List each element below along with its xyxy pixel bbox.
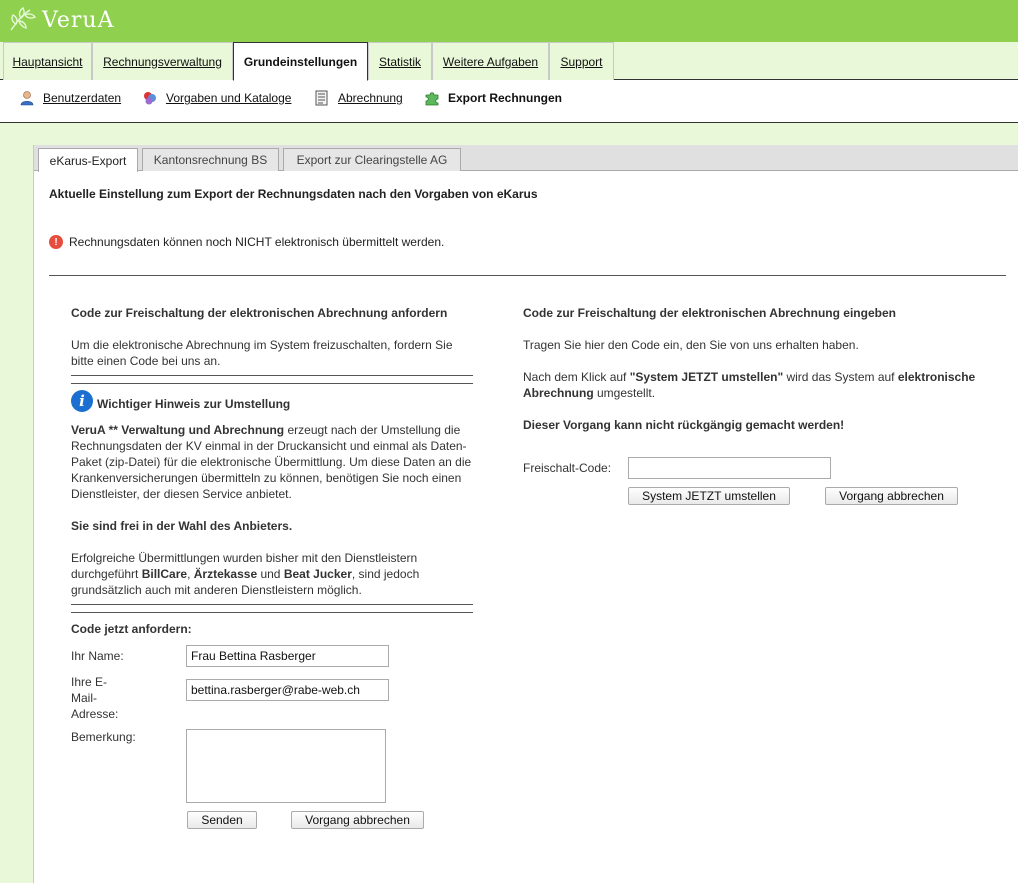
- tab-support[interactable]: [549, 42, 614, 80]
- content-panel: [33, 145, 1018, 883]
- request-code-section: [71, 305, 473, 829]
- enter-code-section: [523, 305, 983, 505]
- double-divider: [71, 604, 473, 613]
- tab-ekarus-export[interactable]: [38, 148, 138, 172]
- subnav-label[interactable]: Abrechnung: [338, 91, 403, 105]
- providers-separator: und: [257, 567, 284, 581]
- sub-nav: [0, 80, 1018, 123]
- switch-system-button[interactable]: System JETZT umstellen: [628, 487, 790, 505]
- main-nav: [0, 42, 1018, 80]
- tab-rechnungsverwaltung[interactable]: [92, 42, 233, 80]
- request-intro: Um die elektronische Abrechnung im System freizuschalten, fordern Sie bitte einen Code bei uns an.: [71, 338, 453, 368]
- switch-explanation: [523, 369, 983, 401]
- tab-label[interactable]: Hauptansicht: [12, 54, 83, 69]
- name-input[interactable]: [186, 645, 389, 667]
- tab-label: Export zur Clearingstelle AG: [296, 153, 448, 167]
- puzzle-icon: [424, 90, 440, 106]
- catalog-icon: [142, 90, 158, 106]
- brand-bar: [0, 0, 1018, 42]
- tab-weitere-aufgaben[interactable]: [432, 42, 549, 80]
- section-title: Code zur Freischaltung der elektronischen Abrechnung eingeben: [523, 306, 896, 320]
- page-title: Aktuelle Einstellung zum Export der Rechnungsdaten nach den Vorgaben von eKarus: [49, 187, 538, 201]
- tab-label[interactable]: Statistik: [378, 54, 421, 69]
- tab-label: eKarus-Export: [49, 153, 127, 168]
- remark-label: Bemerkung:: [71, 730, 136, 744]
- notice-text: [71, 422, 473, 502]
- app-logo[interactable]: [8, 6, 114, 34]
- warning-icon: !: [49, 235, 63, 249]
- tab-hauptansicht[interactable]: [3, 42, 92, 80]
- cancel-request-button[interactable]: Vorgang abbrechen: [291, 811, 424, 829]
- warning-text: Rechnungsdaten können noch NICHT elektronisch übermittelt werden.: [69, 235, 445, 249]
- providers-outro: , sind jedoch grundsätzlich auch mit anderen Dienstleistern möglich.: [71, 567, 420, 597]
- tab-label: Grundeinstellungen: [243, 54, 358, 69]
- providers-text: [71, 550, 473, 598]
- request-form-title: Code jetzt anfordern:: [71, 622, 192, 636]
- section-title: Code zur Freischaltung der elektronischen Abrechnung anfordern: [71, 306, 448, 320]
- subnav-label: Export Rechnungen: [448, 91, 563, 105]
- request-buttons: [187, 811, 473, 829]
- tab-kantonsrechnung-bs[interactable]: [142, 148, 279, 171]
- tab-label[interactable]: Support: [560, 54, 603, 69]
- providers-intro: Erfolgreiche Übermittlungen wurden bisher mit den Dienstleistern durchgeführt: [71, 551, 418, 581]
- enter-intro: Tragen Sie hier den Code ein, den Sie von uns erhalten haben.: [523, 338, 859, 352]
- provider-billcare: BillCare: [141, 567, 188, 581]
- tab-statistik[interactable]: [368, 42, 432, 80]
- panel-tabstrip: [34, 145, 1018, 171]
- divider: [49, 275, 1006, 276]
- cancel-switch-button[interactable]: Vorgang abbrechen: [825, 487, 958, 505]
- explanation-part: Nach dem Klick auf: [523, 370, 630, 384]
- code-row: [523, 457, 983, 479]
- user-icon: [19, 90, 35, 106]
- explanation-button-name: "System JETZT umstellen": [629, 370, 784, 384]
- subnav-export-rechnungen[interactable]: [424, 90, 562, 106]
- document-icon: [314, 90, 330, 106]
- explanation-part: umgestellt.: [593, 386, 656, 400]
- info-icon: i: [71, 390, 93, 412]
- explanation-part: wird das System auf: [783, 370, 898, 384]
- notice-title: Wichtiger Hinweis zur Umstellung: [97, 397, 291, 411]
- notice-brand: VeruA ** Verwaltung und Abrechnung: [71, 423, 285, 437]
- email-row: [71, 674, 473, 722]
- subnav-label[interactable]: Vorgaben und Kataloge: [166, 91, 292, 105]
- remark-row: [71, 729, 473, 803]
- email-input[interactable]: [186, 679, 389, 701]
- provider-beat-jucker: Beat Jucker: [283, 567, 352, 581]
- tab-label[interactable]: Weitere Aufgaben: [442, 54, 539, 69]
- remark-textarea[interactable]: [186, 729, 386, 803]
- provider-aerztekasse: Ärztekasse: [193, 567, 258, 581]
- leaf-logo-icon: [8, 6, 38, 34]
- double-divider: [71, 375, 473, 384]
- send-button[interactable]: Senden: [187, 811, 257, 829]
- explanation-mode: elektronische Abrechnung: [523, 370, 976, 400]
- notice-header: [71, 390, 473, 412]
- subnav-vorgaben-kataloge[interactable]: [142, 90, 291, 106]
- tab-clearingstelle-ag[interactable]: [283, 148, 461, 171]
- status-warning: [49, 235, 444, 249]
- name-row: [71, 645, 473, 667]
- code-label: Freischalt-Code:: [523, 461, 612, 475]
- tab-label[interactable]: Rechnungsverwaltung: [103, 54, 222, 69]
- tab-label: Kantonsrechnung BS: [153, 153, 268, 167]
- email-label: Ihre E-Mail-Adresse:: [71, 675, 119, 721]
- notice-body: erzeugt nach der Umstellung die Rechnungsdaten der KV einmal in der Druckansicht und einmal als Daten-Paket (zip-Datei) für die elektronische Übermittlung. Um diese Daten an die Krankenversicherungen übermitteln zu können, benötigen Sie noch einen Dienstleister, der diesen Service anbietet.: [71, 423, 472, 501]
- subnav-abrechnung[interactable]: [314, 90, 403, 106]
- switch-buttons: [628, 487, 983, 505]
- name-label: Ihr Name:: [71, 649, 124, 663]
- code-input[interactable]: [628, 457, 831, 479]
- tab-grundeinstellungen[interactable]: [233, 42, 368, 81]
- providers-separator: ,: [187, 567, 194, 581]
- brand-name: VeruA: [42, 7, 115, 33]
- irreversible-warning: Dieser Vorgang kann nicht rückgängig gemacht werden!: [523, 418, 845, 432]
- subnav-benutzerdaten[interactable]: [19, 90, 121, 106]
- subnav-label[interactable]: Benutzerdaten: [43, 91, 122, 105]
- free-choice-text: Sie sind frei in der Wahl des Anbieters.: [71, 519, 293, 533]
